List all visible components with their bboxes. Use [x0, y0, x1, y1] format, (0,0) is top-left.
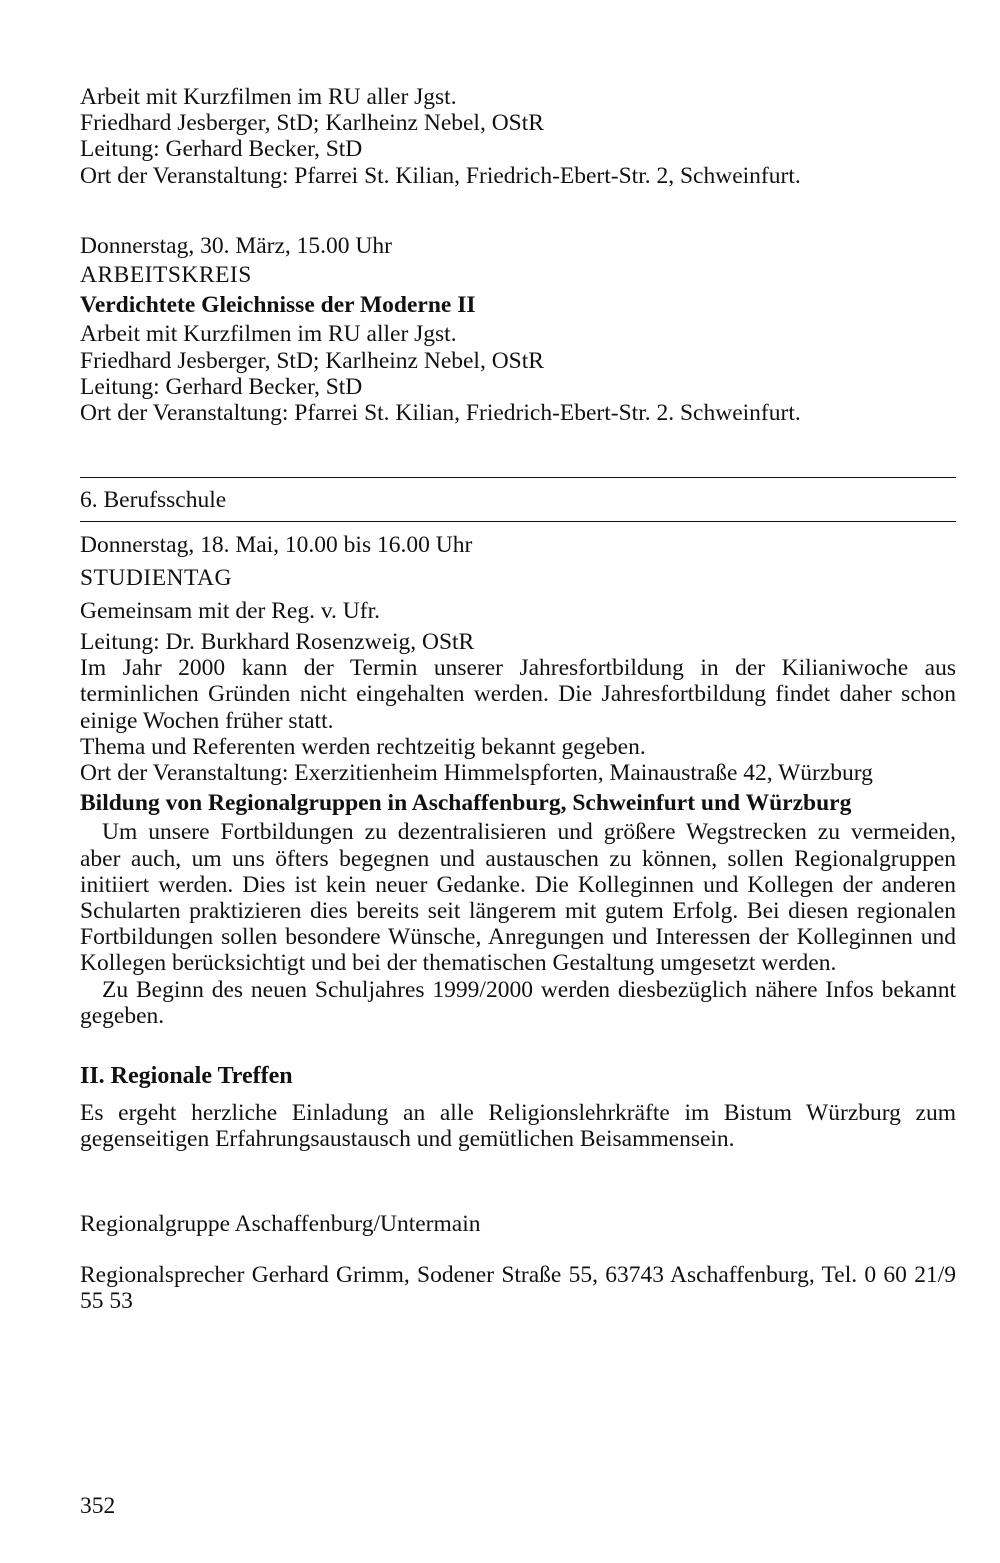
regional-groups-heading: Bildung von Regionalgruppen in Aschaffenburg, Schweinfurt und Würzburg	[80, 790, 852, 817]
event-title: Verdichtete Gleichnisse der Moderne II	[80, 292, 476, 319]
event-location: Ort der Veranstaltung: Exerzitienheim Himmelspforten, Mainaustraße 42, Würzburg	[80, 760, 873, 787]
event-note: Gemeinsam mit der Reg. v. Ufr.	[80, 597, 380, 624]
section-heading: 6. Berufsschule	[80, 487, 227, 514]
section-rule-bottom	[80, 521, 956, 522]
event-description: Arbeit mit Kurzfilmen im RU aller Jgst.	[80, 84, 457, 110]
event-location: Ort der Veranstaltung: Pfarrei St. Kilian, Friedrich-Ebert-Str. 2. Schweinfurt.	[80, 400, 801, 427]
event-speakers: Friedhard Jesberger, StD; Karlheinz Nebel, OStR	[80, 110, 544, 137]
event-paragraph: Im Jahr 2000 kann der Termin unserer Jahresfortbildung in der Kilianiwoche aus terminlichen Gründen nicht eingehalten werden. Die Jahresfortbildung findet daher schon einige Wochen früher statt.	[80, 655, 956, 734]
regional-speaker: Regionalsprecher Gerhard Grimm, Sodener Straße 55, 63743 Aschaffenburg, Tel. 0 60 21/9 55 53	[80, 1261, 956, 1314]
event-date: Donnerstag, 18. Mai, 10.00 bis 16.00 Uhr	[80, 532, 473, 559]
event-leitung: Leitung: Dr. Burkhard Rosenzweig, OStR	[80, 629, 475, 656]
regional-groups-block	[80, 790, 956, 1029]
event-location: Ort der Veranstaltung: Pfarrei St. Kilian, Friedrich-Ebert-Str. 2, Schweinfurt.	[80, 162, 801, 189]
section-intro: Es ergeht herzliche Einladung an alle Religionslehrkräfte im Bistum Würzburg zum gegenseitigen Erfahrungsaustausch und gemütlichen Beisammensein.	[80, 1100, 956, 1153]
section-rule-top	[80, 477, 956, 478]
event-description: Arbeit mit Kurzfilmen im RU aller Jgst.	[80, 321, 457, 348]
page-content	[80, 84, 956, 1314]
event-date: Donnerstag, 30. März, 15.00 Uhr	[80, 232, 392, 259]
event-type: STUDIENTAG	[80, 564, 232, 591]
event-thema: Thema und Referenten werden rechtzeitig bekannt gegeben.	[80, 733, 646, 760]
regional-group-name: Regionalgruppe Aschaffenburg/Untermain	[80, 1210, 481, 1237]
event-type: ARBEITSKREIS	[80, 262, 252, 289]
regional-groups-paragraph-2: Zu Beginn des neuen Schuljahres 1999/2000 werden diesbezüglich nähere Infos bekannt gegeben.	[80, 976, 956, 1029]
section-regional-meetings	[80, 1062, 956, 1314]
event-block-2	[80, 233, 956, 426]
page-number: 352	[80, 1493, 116, 1519]
section-heading: II. Regionale Treffen	[80, 1063, 293, 1090]
regional-groups-paragraph: Um unsere Fortbildungen zu dezentralisieren und größere Wegstrecken zu vermeiden, aber auch, um uns öfters begegnen und austauschen zu können, sollen Regionalgruppen initiiert werden. Dies ist kein neuer Gedanke. Die Kolleginnen und Kollegen der anderen Schularten praktizieren dies bereits seit längerem mit gutem Erfolg. Bei diesen regionalen Fortbildungen sollen besondere Wünsche, Anregungen und Interessen der Kolleginnen und Kollegen berücksichtigt und bei der thematischen Gestaltung umgesetzt werden.	[80, 819, 956, 977]
event-leitung: Leitung: Gerhard Becker, StD	[80, 136, 363, 163]
event-block-1	[80, 84, 956, 189]
event-leitung: Leitung: Gerhard Becker, StD	[80, 373, 363, 400]
event-speakers: Friedhard Jesberger, StD; Karlheinz Nebel, OStR	[80, 347, 544, 374]
event-block-3	[80, 532, 956, 786]
